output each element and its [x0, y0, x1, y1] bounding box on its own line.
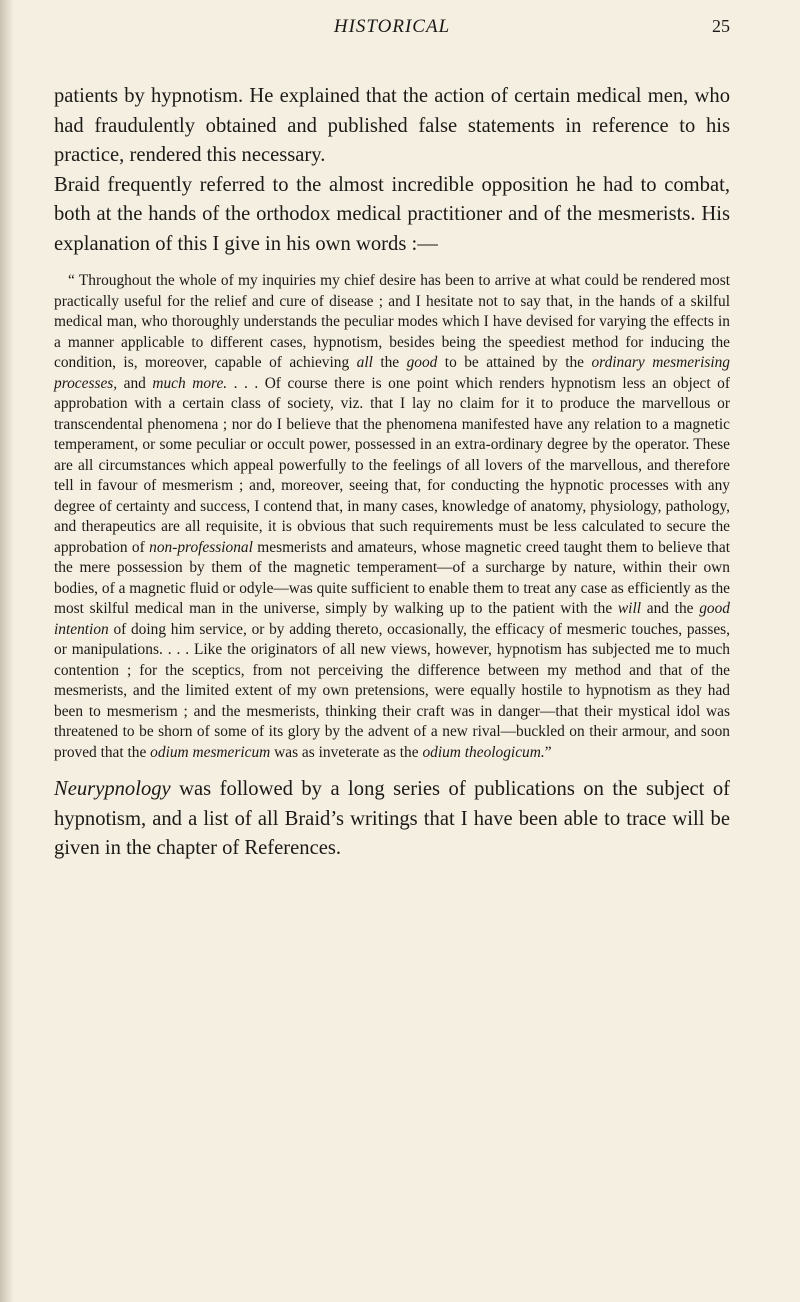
quote-text: and: [117, 374, 153, 392]
quote-italic: all: [356, 354, 373, 371]
quote-text: . . . Of course there is one point which renders hypnotism less an object of approbation with a certain class of society, viz. that I lay no claim for it to produce the marvellous or transcendental phenomena ; nor do I believe that the phenomena manifested have any relation to a magnetic temperament, or some peculiar or occult power, possessed in an extra-ordinary degree by the operator. These are all circumstances which appeal powerfully to the feelings of all lovers of the marvellous, and therefore tell in favour of mesmerism ; and, moreover, seeing that, for conducting the hypnotic processes with any degree of certainty and success, I contend that, in many cases, knowledge of anatomy, physiology, pathology, and therapeutics are all requisite, it is obvious that such requirements must be less calculated to secure the approbation of: [54, 374, 730, 556]
book-title-neurypnology: Neurypnology: [54, 778, 171, 800]
quote-text: and the: [641, 600, 700, 617]
quote-text: the: [372, 354, 407, 371]
quote-text: was as inveterate as the: [270, 743, 423, 761]
paragraph-1: patients by hypnotism. He explained that the action of certain medical men, who had fraudulently obtained and published false statements in reference to his practice, rendered this necessary.: [54, 85, 730, 166]
binding-shadow: [0, 0, 14, 1302]
quote-italic: odium theologicum.: [422, 743, 545, 761]
quote-text: “ Throughout the whole of my inquiries my chief desire has been to arrive at what could be rendered most practically useful for the relief and cure of disease ; and I hesitate not to say that, in the hands of a skilful medical man, who thoroughly understands the peculiar modes which I have devised for varying the effects in a manner applicable to different cases, hypnotism, besides being the speediest method for inducing the condition, is, moreover, capable of achieving: [54, 272, 730, 371]
quote-italic: good intention: [54, 600, 730, 638]
quote-text: of doing him service, or by adding thereto, occasionally, the efficacy of mesmeric touches, passes, or manipulations. . . . Like the originators of all new views, however, hypnotism has subjected me to much contention ; for the sceptics, from not perceiving the difference between my method and that of the mesmerists, and the limited extent of my own pretensions, were equally hostile to hypnotism as they had been to mesmerism ; and the mesmerists, thinking their craft was in danger—that their mystical idol was threatened to be shorn of some of its glory by the advent of a new rival—buckled on their armour, and soon proved that the: [54, 620, 730, 761]
quote-italic: good: [406, 354, 438, 371]
quote-italic: will: [617, 600, 642, 617]
paragraph-3-text: was followed by a long series of publications on the subject of hypnotism, and a list of all Braid’s writings that I have been able to trace will be given in the chapter of References.: [54, 778, 730, 859]
quote-text: ”: [544, 743, 552, 761]
paragraph-2: Braid frequently referred to the almost incredible opposition he had to combat, both at the hands of the orthodox medical practitioner and of the mesmerists. His explanation of this I give in his own words :—: [54, 173, 730, 255]
body-text: [54, 82, 730, 864]
block-quote: [54, 271, 730, 763]
quote-italic: much more.: [152, 374, 228, 392]
quote-text: to be attained by the: [437, 354, 592, 371]
quote-italic: ordinary mesmerising processes,: [54, 354, 730, 392]
quote-text: mesmerists and amateurs, whose magnetic creed taught them to believe that the mere possession by them of the magnetic temperament—of a surcharge by nature, within their own bodies, of a magnetic fluid or odyle—was quite sufficient to enable them to treat any case as efficiently as the most skilful medical man in the universe, simply by walking up to the patient with the: [54, 538, 730, 617]
quote-italic: non-professional: [149, 538, 253, 556]
page-header: [54, 14, 730, 44]
quote-italic: odium mesmericum: [150, 743, 271, 761]
page-number: 25: [712, 16, 730, 36]
running-title: HISTORICAL: [333, 16, 451, 37]
paragraph-3: [54, 775, 730, 864]
